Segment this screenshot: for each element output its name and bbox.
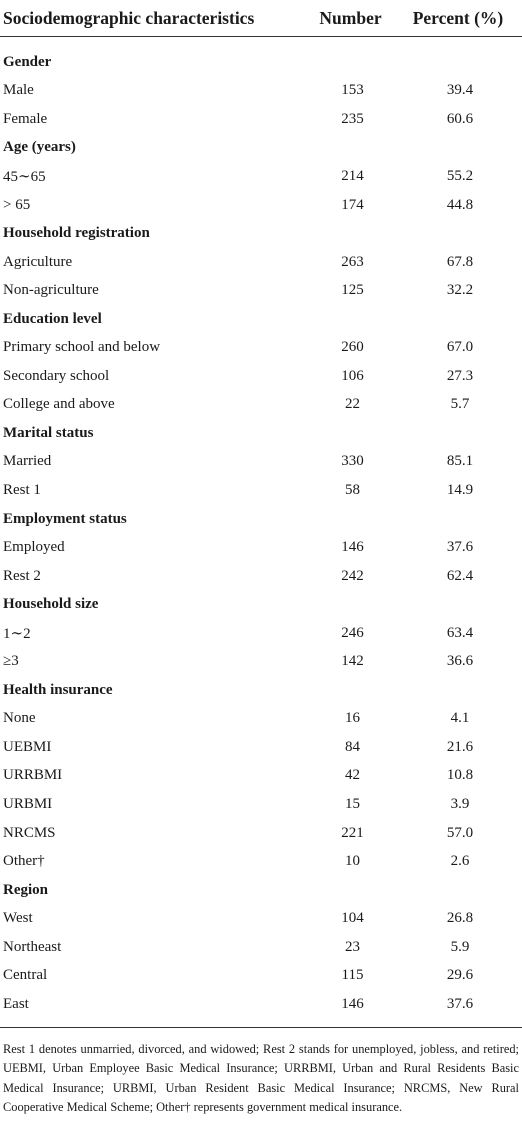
table-row (0, 819, 522, 848)
row-label: Male (3, 82, 34, 99)
table-row (0, 990, 522, 1019)
percent-cell: 3.9 (450, 795, 470, 812)
row-label: Central (3, 967, 48, 984)
percent-cell: 55.2 (446, 167, 474, 184)
number-cell: 106 (341, 367, 364, 384)
number-cell: 330 (341, 453, 364, 470)
number-cell: 22 (345, 396, 360, 413)
section-header-row (0, 676, 522, 705)
table-row (0, 562, 522, 591)
percent-cell: 32.2 (446, 282, 474, 299)
section-header-row (0, 419, 522, 448)
number-cell: 125 (341, 282, 364, 299)
number-cell: 104 (341, 910, 364, 927)
section-header-row (0, 134, 522, 163)
row-label: Agriculture (3, 253, 73, 270)
row-label: URRBMI (3, 767, 63, 784)
table-row (0, 276, 522, 305)
percent-cell: 63.4 (446, 624, 474, 641)
section-header-row (0, 305, 522, 334)
table-body (0, 37, 522, 1028)
table-row (0, 162, 522, 191)
table-row (0, 105, 522, 134)
table-row (0, 77, 522, 106)
table-row (0, 248, 522, 277)
number-cell: 10 (345, 853, 360, 870)
percent-cell: 26.8 (446, 910, 474, 927)
number-cell: 242 (341, 567, 364, 584)
percent-cell: 37.6 (446, 539, 474, 556)
percent-cell: 85.1 (446, 453, 474, 470)
table-row (0, 733, 522, 762)
table-row (0, 933, 522, 962)
number-cell: 115 (341, 967, 364, 984)
number-cell: 260 (341, 339, 364, 356)
row-label: NRCMS (3, 824, 56, 841)
percent-cell: 60.6 (446, 110, 474, 127)
table-row (0, 448, 522, 477)
number-cell: 153 (341, 82, 364, 99)
section-header-row (0, 505, 522, 534)
section-header-row (0, 876, 522, 905)
table-row (0, 619, 522, 648)
number-cell: 23 (345, 938, 360, 955)
percent-cell: 37.6 (446, 995, 474, 1012)
percent-cell: 27.3 (446, 367, 474, 384)
section-header-row (0, 219, 522, 248)
table-row (0, 647, 522, 676)
number-cell: 15 (345, 795, 360, 812)
percent-cell: 44.8 (446, 196, 474, 213)
number-cell: 235 (341, 110, 364, 127)
percent-cell: 29.6 (446, 967, 474, 984)
table-footnote: Rest 1 denotes unmarried, divorced, and widowed; Rest 2 stands for unemployed, jobless, and retired; UEBMI, Urban Employee Basic Medical Insurance; URRBMI, Urban and Rural Residents Basic Medical Insurance; URBMI, Urban Resident Basic Medical Insurance; NRCMS, New Rural Cooperative Medical Scheme; Other† represents government medical insurance. (3, 1041, 519, 1115)
percent-cell: 57.0 (446, 824, 474, 841)
number-cell: 221 (341, 824, 364, 841)
percent-cell: 5.9 (450, 938, 470, 955)
percent-cell: 39.4 (446, 82, 474, 99)
table-row (0, 191, 522, 220)
number-cell: 146 (341, 995, 364, 1012)
table-row (0, 962, 522, 991)
table-row (0, 333, 522, 362)
percent-cell: 36.6 (446, 653, 474, 670)
row-label: Northeast (3, 938, 62, 955)
percent-cell: 67.8 (446, 253, 474, 270)
row-label: ≥3 (3, 653, 19, 670)
section-header-row (0, 590, 522, 619)
number-cell: 84 (345, 738, 360, 755)
section-label: Education level (3, 310, 102, 327)
percent-cell: 2.6 (450, 853, 470, 870)
section-label: Age (years) (3, 139, 76, 156)
row-label: None (3, 710, 36, 727)
table-row (0, 476, 522, 505)
row-label: UEBMI (3, 738, 52, 755)
table-row (0, 391, 522, 420)
percent-cell: 62.4 (446, 567, 474, 584)
percent-cell: 10.8 (446, 767, 474, 784)
row-label: URBMI (3, 795, 53, 812)
section-label: Health insurance (3, 681, 113, 698)
table-row (0, 904, 522, 933)
table-row (0, 362, 522, 391)
section-label: Region (3, 881, 48, 898)
percent-cell: 21.6 (446, 738, 474, 755)
row-label: Primary school and below (3, 339, 161, 356)
section-header-row (0, 48, 522, 77)
section-label: Household size (3, 596, 99, 613)
row-label: Married (3, 453, 52, 470)
row-label: College and above (3, 396, 115, 413)
row-label: West (3, 910, 33, 927)
number-cell: 42 (345, 767, 360, 784)
table-row (0, 790, 522, 819)
number-cell: 263 (341, 253, 364, 270)
number-cell: 174 (341, 196, 364, 213)
percent-cell: 14.9 (446, 481, 474, 498)
number-cell: 146 (341, 539, 364, 556)
table-row (0, 705, 522, 734)
row-label: Secondary school (3, 367, 110, 384)
table-row (0, 762, 522, 791)
number-cell: 16 (345, 710, 360, 727)
section-label: Marital status (3, 424, 94, 441)
row-label: East (3, 995, 29, 1012)
percent-cell: 67.0 (446, 339, 474, 356)
row-label: Employed (3, 539, 65, 556)
percent-cell: 5.7 (450, 396, 470, 413)
table-row (0, 847, 522, 876)
section-label: Gender (3, 53, 52, 70)
row-label: Non-agriculture (3, 282, 99, 299)
table-row (0, 533, 522, 562)
number-cell: 58 (345, 481, 360, 498)
section-label: Employment status (3, 510, 127, 527)
number-cell: 246 (341, 624, 364, 641)
row-label: > 65 (3, 196, 31, 213)
number-cell: 142 (341, 653, 364, 670)
number-cell: 214 (341, 167, 364, 184)
row-label: 45∼65 (3, 168, 46, 185)
row-label: Female (3, 110, 48, 127)
percent-cell: 4.1 (450, 710, 470, 727)
table-header (0, 0, 522, 37)
row-label: Other† (3, 853, 45, 870)
row-label: Rest 1 (3, 481, 41, 498)
header-characteristics: Sociodemographic characteristics (3, 7, 255, 28)
row-label: Rest 2 (3, 567, 41, 584)
section-label: Household registration (3, 225, 150, 242)
header-number: Number (319, 7, 382, 28)
header-percent: Percent (%) (412, 7, 504, 28)
row-label: 1∼2 (3, 625, 31, 642)
